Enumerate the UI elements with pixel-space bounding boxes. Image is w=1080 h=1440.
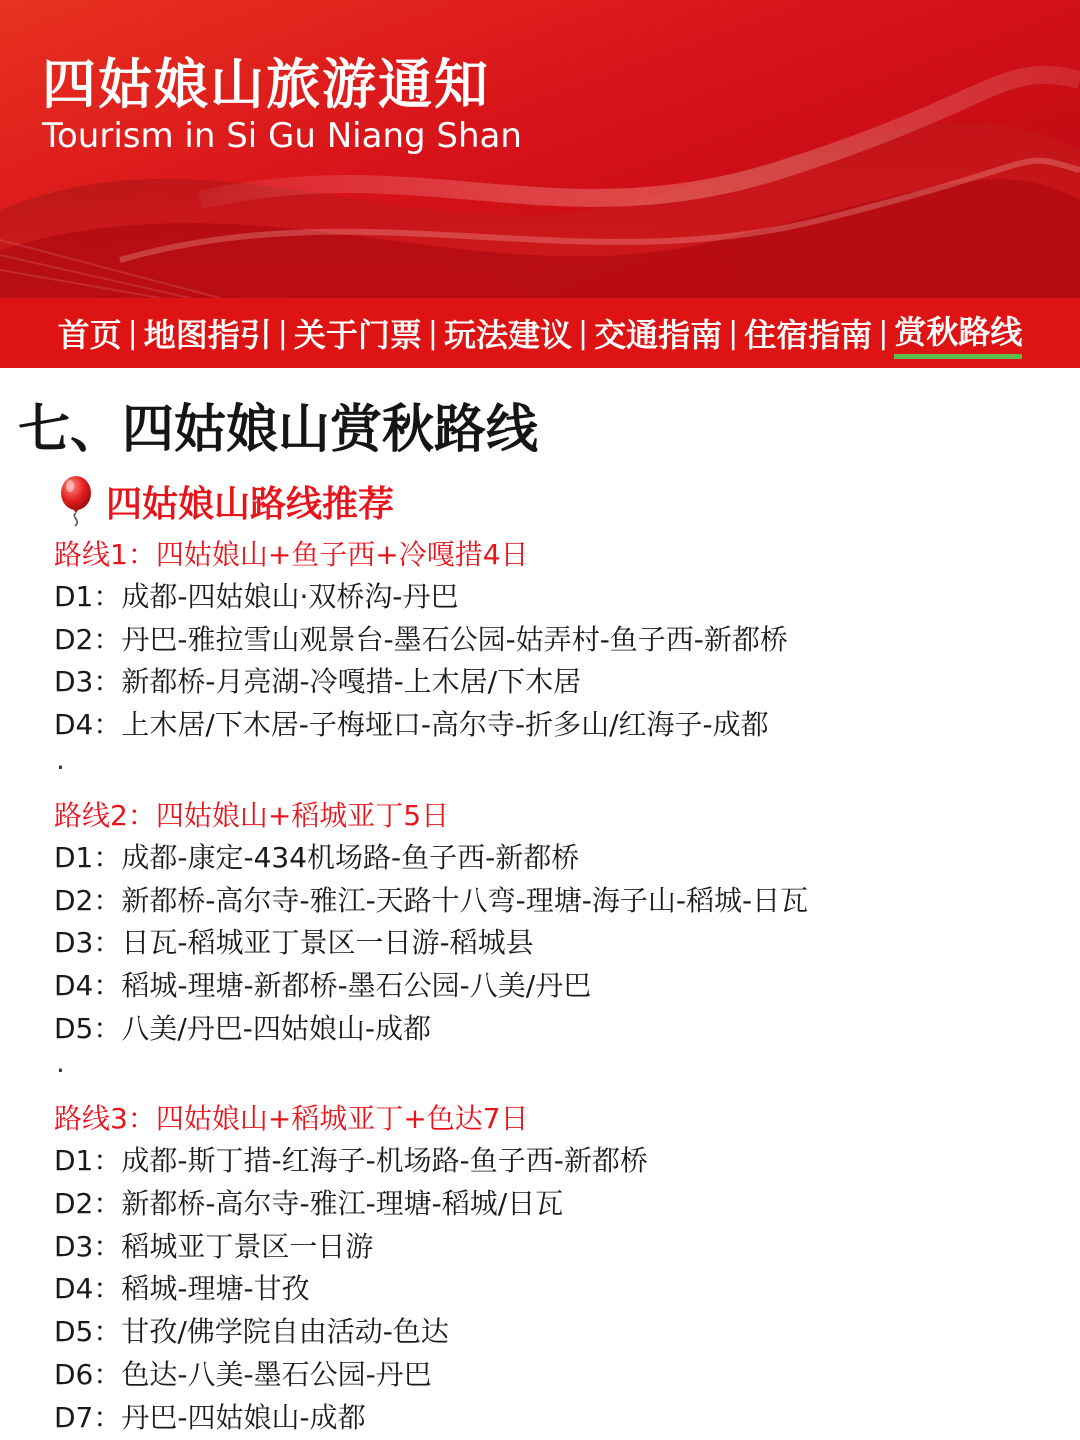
nav-separator: | xyxy=(878,315,889,351)
route-day: D7：丹巴-四姑娘山-成都 xyxy=(54,1400,366,1434)
route-day: D3：新都桥-月亮湖-冷嘎措-上木居/下木居 xyxy=(54,665,582,699)
route-title: 路线1：四姑娘山+鱼子西+冷嘎措4日 xyxy=(54,538,529,571)
nav-item-play-tips[interactable]: 玩法建议 xyxy=(443,316,572,354)
route-3 xyxy=(54,1098,1080,1439)
route-day: D4：稻城-理塘-新都桥-墨石公园-八美/丹巴 xyxy=(54,968,592,1002)
route-day: D2：丹巴-雅拉雪山观景台-墨石公园-姑弄村-鱼子西-新都桥 xyxy=(54,622,788,656)
route-title: 路线3：四姑娘山+稻城亚丁+色达7日 xyxy=(54,1102,529,1136)
nav-item-autumn-routes[interactable]: 赏秋路线 xyxy=(894,307,1022,359)
banner-title: 四姑娘山旅游通知 xyxy=(42,53,490,116)
route-day: D3：日瓦-稻城亚丁景区一日游-稻城县 xyxy=(54,926,534,960)
route-day: D3：稻城亚丁景区一日游 xyxy=(54,1229,374,1263)
route-recommend-heading xyxy=(54,474,1080,528)
route-day: D2：新都桥-高尔寺-雅江-天路十八弯-理塘-海子山-稻城-日瓦 xyxy=(54,883,809,917)
header-banner xyxy=(0,0,1080,298)
nav-separator: | xyxy=(127,315,138,351)
top-navbar xyxy=(0,298,1080,368)
nav-item-transport[interactable]: 交通指南 xyxy=(594,316,723,354)
nav-separator: | xyxy=(728,315,739,351)
banner-subtitle: Tourism in Si Gu Niang Shan xyxy=(42,116,522,156)
nav-item-tickets[interactable]: 关于门票 xyxy=(293,316,422,354)
nav-item-home[interactable]: 首页 xyxy=(57,316,122,354)
route-day: D6：色达-八美-墨石公园-丹巴 xyxy=(54,1357,432,1391)
section-title: 七、四姑娘山赏秋路线 xyxy=(18,400,539,460)
nav-separator: | xyxy=(427,315,438,351)
route-day: D4：上木居/下木居-子梅垭口-高尔寺-折多山/红海子-成都 xyxy=(54,708,769,742)
route-day: D1：成都-康定-434机场路-鱼子西-新都桥 xyxy=(54,840,580,874)
route-separator-dot: · xyxy=(56,750,65,784)
route-2 xyxy=(54,795,1080,1093)
route-day: D5：八美/丹巴-四姑娘山-成都 xyxy=(54,1011,432,1045)
route-1 xyxy=(54,534,1080,789)
route-recommend-title: 四姑娘山路线推荐 xyxy=(106,483,395,525)
route-day: D5：甘孜/佛学院自由活动-色达 xyxy=(54,1315,449,1349)
nav-separator: | xyxy=(277,315,288,351)
route-day: D1：成都-四姑娘山·双桥沟-丹巴 xyxy=(54,580,459,613)
route-title: 路线2：四姑娘山+稻城亚丁5日 xyxy=(54,798,450,832)
route-day: D4：稻城-理塘-甘孜 xyxy=(54,1272,310,1306)
balloon-icon xyxy=(54,475,98,527)
main-content xyxy=(0,398,1080,1439)
route-separator-dot: · xyxy=(56,1054,65,1088)
route-day: D1：成都-斯丁措-红海子-机场路-鱼子西-新都桥 xyxy=(54,1144,648,1178)
nav-item-lodging[interactable]: 住宿指南 xyxy=(744,316,873,354)
route-day: D2：新都桥-高尔寺-雅江-理塘-稻城/日瓦 xyxy=(54,1187,564,1221)
nav-separator: | xyxy=(578,315,589,351)
nav-item-map-guide[interactable]: 地图指引 xyxy=(143,316,272,354)
